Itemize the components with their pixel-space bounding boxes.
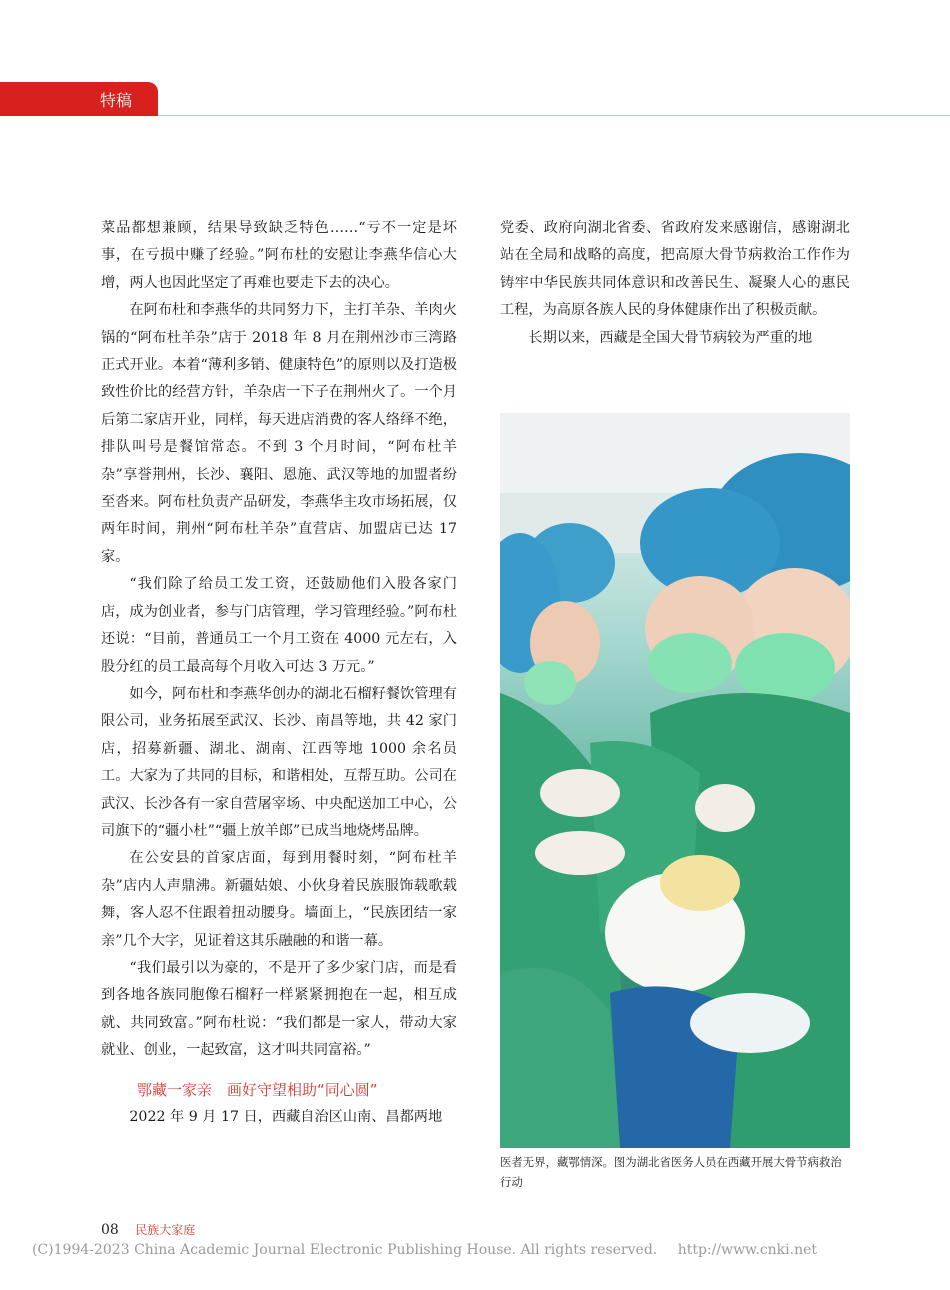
paragraph: “我们除了给员工发工资，还鼓励他们入股各家门店，成为创业者，参与门店管理，学习管理经验。”阿布杜还说：“目前，普通员工一个月工资在 4000 元左右，入股分红的员工最高每个月收入可达 3 万元。” [101,576,457,675]
header-rule [158,115,950,116]
paragraph: 党委、政府向湖北省委、省政府发来感谢信，感谢湖北站在全局和战略的高度，把高原大骨节病救治工作作为铸牢中华民族共同体意识和改善民生、凝聚人心的惠民工程，为高原各族人民的身体健康作出了积极贡献。 [500,220,850,319]
magazine-name: 民族大家庭 [135,1223,196,1237]
left-column [101,215,457,1131]
right-column [500,215,850,352]
paragraph: 在公安县的首家店面，每到用餐时刻，“阿布杜羊杂”店内人声鼎沸。新疆姑娘、小伙身着民族服饰载歌载舞，客人忍不住跟着扭动腰身。墙面上，“民族团结一家亲”几个大字，见证着这其乐融融的和谐一幕。 [101,850,457,949]
copyright-text: (C)1994-2023 China Academic Journal Electronic Publishing House. All rights reserved. [32,1242,658,1258]
paragraph: 菜品都想兼顾，结果导致缺乏特色……“亏不一定是坏事，在亏损中赚了经验。”阿布杜的安慰让李燕华信心大增，两人也因此坚定了再难也要走下去的决心。 [101,220,457,291]
paragraph: 2022 年 9 月 17 日，西藏自治区山南、昌都两地 [129,1109,443,1125]
section-tab [0,82,158,116]
paragraph: 如今，阿布杜和李燕华创办的湖北石榴籽餐饮管理有限公司，业务拓展至武汉、长沙、南昌等地，共 42 家门店，招募新疆、湖北、湖南、江西等地 1000 余名员工。大家为了共同的目标，和谐相处，互帮互助。公司在武汉、长沙各有一家自营屠宰场、中央配送加工中心，公司旗下的“疆小杜”“疆上放羊郎”已成当地烧烤品牌。 [101,685,457,839]
page-number: 08 [101,1222,119,1238]
copyright-line [32,1242,932,1258]
paragraph: “我们最引以为豪的，不是开了多少家门店，而是看到各地各族同胞像石榴籽一样紧紧拥抱在一起，相互成就、共同致富。”阿布杜说：“我们都是一家人，带动大家就业、创业，一起致富，这才叫共同富裕。” [101,959,457,1059]
section-heading: 鄂藏一家亲 画好守望相助“同心圆” [137,1080,378,1099]
paragraph: 长期以来，西藏是全国大骨节病较为严重的地 [528,329,813,346]
surgery-photo [500,413,850,1148]
section-label: 特稿 [100,91,133,110]
page-footer [101,1221,195,1238]
photo-caption: 医者无界，藏鄂情深。图为湖北省医务人员在西藏开展大骨节病救治行动 [500,1155,842,1189]
paragraph: 在阿布杜和李燕华的共同努力下，主打羊杂、羊肉火锅的“阿布杜羊杂”店于 2018 年 8 月在荆州沙市三湾路正式开业。本着“薄利多销、健康特色”的原则以及打造极致性价比的经营方针，羊杂店一下子在荆州火了。一个月后第二家店开业，同样，每天进店消费的客人络绎不绝，排队叫号是餐馆常态。不到 3 个月时间，“阿布杜羊杂”享誉荆州，长沙、襄阳、恩施、武汉等地的加盟者纷至沓来。阿布杜负责产品研发，李燕华主攻市场拓展，仅两年时间，荆州“阿布杜羊杂”直营店、加盟店已达 17 家。 [101,302,457,565]
cnki-url: http://www.cnki.net [677,1242,818,1258]
